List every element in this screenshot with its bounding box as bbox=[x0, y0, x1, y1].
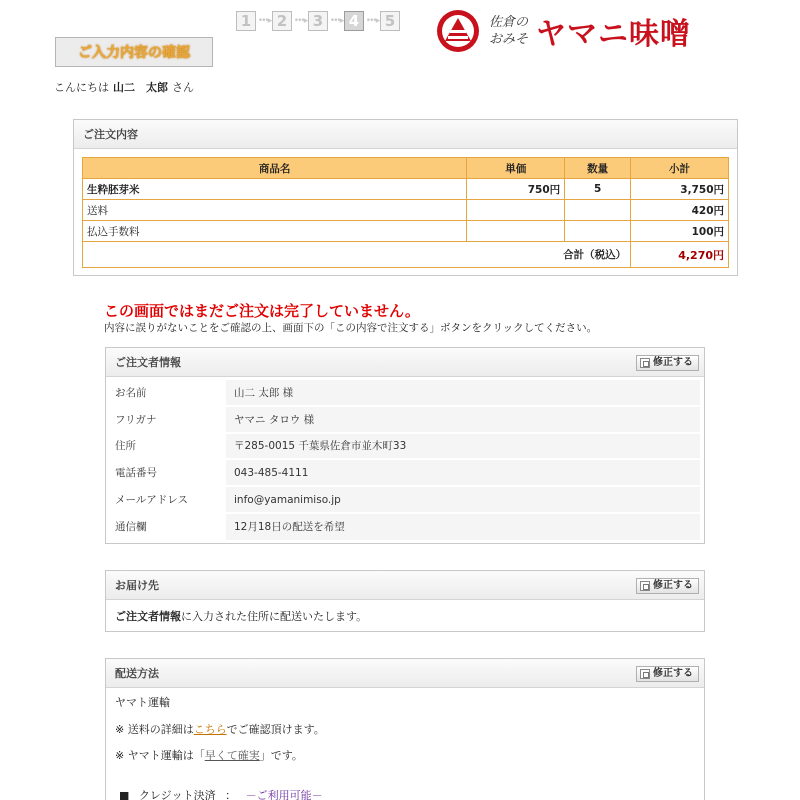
page-title-text: ご入力内容の確認 bbox=[78, 45, 190, 61]
order-table-header bbox=[83, 158, 729, 179]
edit-shipping-label: 修正する bbox=[653, 668, 693, 679]
item-name: 生粋胚芽米 bbox=[83, 179, 467, 200]
fee-name: 払込手数料 bbox=[83, 221, 467, 242]
fee-qty-empty bbox=[565, 200, 631, 221]
greeting bbox=[54, 79, 194, 95]
fee-price-empty bbox=[467, 200, 565, 221]
order-total-row bbox=[83, 242, 729, 268]
edit-delivery-button[interactable] bbox=[636, 578, 699, 594]
shipping-carrier: ヤマト運輸 bbox=[115, 696, 170, 709]
payment-label: クレジット決済 bbox=[138, 788, 216, 800]
logo-subtitle-line1: 佐倉の bbox=[489, 15, 529, 30]
table-row bbox=[106, 513, 702, 540]
delivery-text-rest: に入力された住所に配送いたします。 bbox=[181, 610, 368, 623]
step-arrow-icon: •••▸ bbox=[293, 16, 307, 26]
confirm-instruction: 内容に誤りがないことをご確認の上、画面下の「この内容で注文する」ボタンをクリックしてください。 bbox=[104, 322, 598, 334]
edit-orderer-button[interactable] bbox=[636, 355, 699, 371]
field-label: 通信欄 bbox=[115, 520, 147, 533]
logo-subtitle-line2: おみそ bbox=[489, 32, 529, 47]
table-row bbox=[83, 221, 729, 242]
orderer-info-table bbox=[106, 378, 704, 540]
table-row bbox=[106, 379, 702, 406]
col-product-name: 商品名 bbox=[83, 158, 467, 179]
delivery-destination-panel bbox=[105, 570, 705, 632]
field-label: 住所 bbox=[115, 440, 136, 453]
brand-logo[interactable] bbox=[435, 8, 691, 54]
field-value: 〒285-0015 千葉県佐倉市並木町33 bbox=[226, 433, 702, 460]
order-table bbox=[82, 157, 729, 268]
step-indicator bbox=[236, 11, 400, 31]
shipping-note-2 bbox=[106, 743, 704, 770]
shipping-method-panel bbox=[105, 658, 705, 800]
field-label: メールアドレス bbox=[115, 494, 188, 507]
step-arrow-icon: •••▸ bbox=[257, 16, 271, 26]
payment-separator: ： bbox=[225, 788, 237, 800]
shipping-title: 配送方法 bbox=[115, 667, 159, 680]
shipping-heading bbox=[106, 659, 704, 688]
user-name: 山二 太郎 bbox=[113, 81, 168, 94]
orderer-info-panel bbox=[105, 347, 705, 544]
fee-price-empty bbox=[467, 221, 565, 242]
order-summary-heading: ご注文内容 bbox=[74, 120, 737, 149]
note2-prefix: ※ ヤマト運輸は「 bbox=[115, 749, 205, 762]
shipping-note-1 bbox=[106, 717, 704, 744]
step-arrow-icon: •••▸ bbox=[329, 16, 343, 26]
table-row bbox=[106, 486, 702, 513]
delivery-text-bold: ご注文者情報 bbox=[115, 610, 181, 623]
yamato-link[interactable]: 早くて確実 bbox=[204, 749, 260, 762]
table-row bbox=[106, 406, 702, 433]
note1-prefix: ※ 送料の詳細は bbox=[115, 722, 194, 736]
step-1: 1 bbox=[236, 11, 256, 31]
order-summary-panel bbox=[73, 119, 738, 276]
col-quantity: 数量 bbox=[565, 158, 631, 179]
orderer-info-title: ご注文者情報 bbox=[115, 356, 181, 369]
edit-icon bbox=[640, 669, 650, 679]
edit-icon bbox=[640, 581, 650, 591]
step-2: 2 bbox=[272, 11, 292, 31]
bullet-icon: ■ bbox=[119, 788, 130, 800]
item-subtotal: 3,750円 bbox=[631, 179, 729, 200]
delivery-title: お届け先 bbox=[115, 579, 159, 592]
step-4-current: 4 bbox=[344, 11, 364, 31]
not-complete-warning: この画面ではまだご注文は完了していません。 bbox=[104, 302, 420, 320]
table-row bbox=[83, 179, 729, 200]
greeting-suffix: さん bbox=[172, 81, 194, 94]
step-3: 3 bbox=[308, 11, 328, 31]
payment-credit-line bbox=[106, 787, 704, 800]
fee-qty-empty bbox=[565, 221, 631, 242]
field-label: フリガナ bbox=[115, 413, 157, 426]
col-subtotal: 小計 bbox=[631, 158, 729, 179]
field-label: 電話番号 bbox=[115, 467, 157, 480]
field-value: info@yamanimiso.jp bbox=[226, 486, 702, 513]
table-row bbox=[83, 200, 729, 221]
field-value: ヤマニ タロウ 様 bbox=[226, 406, 702, 433]
logo-subtitle bbox=[489, 14, 528, 48]
page-title bbox=[55, 37, 213, 67]
fee-name: 送料 bbox=[83, 200, 467, 221]
edit-delivery-label: 修正する bbox=[653, 580, 693, 591]
shipping-fee-link[interactable]: こちら bbox=[193, 722, 227, 736]
edit-icon bbox=[640, 358, 650, 368]
delivery-heading bbox=[106, 571, 704, 600]
col-unit-price: 単価 bbox=[467, 158, 565, 179]
fee-subtotal: 420円 bbox=[631, 200, 729, 221]
step-5: 5 bbox=[380, 11, 400, 31]
greeting-prefix: こんにちは bbox=[54, 81, 109, 94]
item-qty: 5 bbox=[565, 179, 631, 200]
total-label: 合計（税込） bbox=[83, 242, 631, 268]
table-row bbox=[106, 459, 702, 486]
note2-suffix: 」です。 bbox=[259, 749, 303, 762]
total-value: 4,270円 bbox=[631, 242, 729, 268]
logo-brand-name: ヤマニ味噌 bbox=[536, 17, 692, 52]
field-value: 043-485-4111 bbox=[226, 459, 702, 486]
fee-subtotal: 100円 bbox=[631, 221, 729, 242]
item-price: 750円 bbox=[467, 179, 565, 200]
table-row bbox=[106, 433, 702, 460]
step-arrow-icon: •••▸ bbox=[365, 16, 379, 26]
credit-available-link[interactable]: －ご利用可能－ bbox=[245, 788, 323, 800]
note1-suffix: でご確認頂けます。 bbox=[226, 722, 325, 736]
edit-shipping-button[interactable] bbox=[636, 666, 699, 682]
field-value: 12月18日の配送を希望 bbox=[226, 513, 702, 540]
orderer-info-heading bbox=[106, 348, 704, 377]
delivery-text bbox=[106, 600, 704, 632]
edit-orderer-label: 修正する bbox=[653, 357, 693, 368]
field-value: 山二 太郎 様 bbox=[226, 379, 702, 406]
yamani-crest-icon bbox=[435, 8, 481, 54]
field-label: お名前 bbox=[115, 386, 147, 399]
